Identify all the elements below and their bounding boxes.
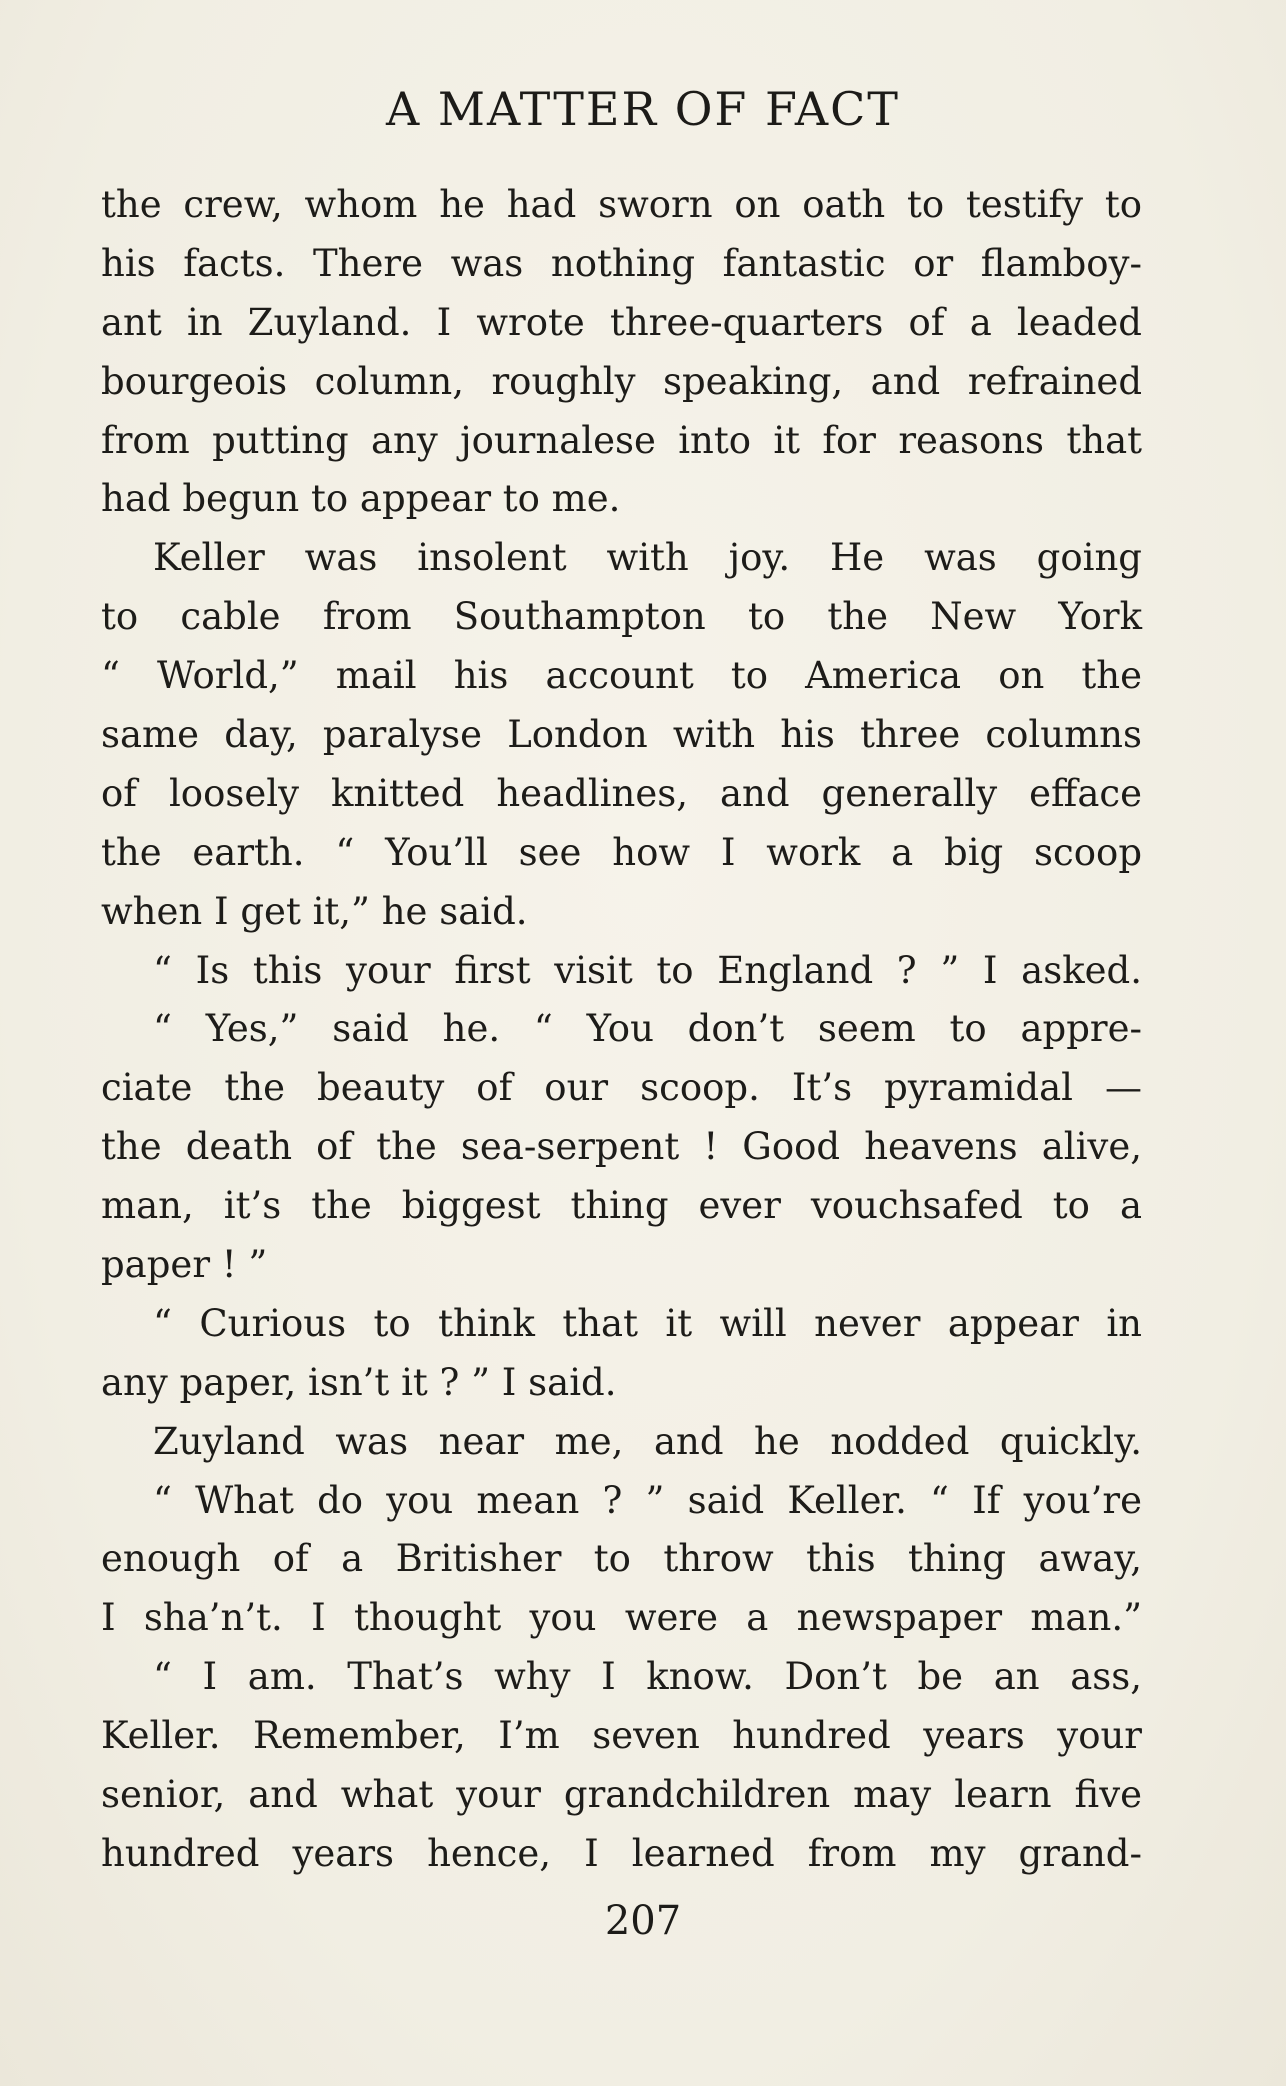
- text-line: “ Curious to think that it will never appear in: [153, 1301, 1142, 1345]
- text-line: “ World,” mail his account to America on the: [101, 654, 1142, 698]
- text-line: the crew, whom he had sworn on oath to testify to: [101, 183, 1142, 226]
- body-text: [101, 176, 1142, 1884]
- running-head: A MATTER OF FACT: [386, 82, 900, 136]
- text-line: Keller. Remember, I’m seven hundred years your: [101, 1714, 1142, 1758]
- text-line: to cable from Southampton to the New York: [101, 595, 1142, 639]
- text-line: his facts. There was nothing fantastic or flamboy-: [101, 241, 1142, 285]
- text-line: I sha’n’t. I thought you were a newspaper man.”: [101, 1596, 1142, 1640]
- text-line: ant in Zuyland. I wrote three-quarters of a leaded: [101, 300, 1142, 344]
- text-line: enough of a Britisher to throw this thing away,: [101, 1537, 1142, 1581]
- text-line: bourgeois column, roughly speaking, and refrained: [101, 359, 1142, 403]
- text-line: same day, paralyse London with his three columns: [101, 713, 1142, 757]
- text-line: any paper, isn’t it ? ” I said.: [101, 1360, 617, 1404]
- text-line: man, it’s the biggest thing ever vouchsafed to a: [101, 1184, 1142, 1228]
- text-line: hundred years hence, I learned from my grand-: [101, 1831, 1142, 1875]
- text-line: paper ! ”: [101, 1243, 268, 1287]
- text-line: Keller was insolent with joy. He was going: [153, 536, 1142, 580]
- text-line: when I get it,” he said.: [101, 889, 528, 933]
- text-line: senior, and what your grandchildren may learn five: [101, 1773, 1142, 1817]
- page-number: 207: [604, 1898, 682, 1944]
- text-line: had begun to appear to me.: [101, 477, 621, 521]
- text-line: the death of the sea-serpent ! Good heavens alive,: [101, 1125, 1142, 1169]
- text-line: “ What do you mean ? ” said Keller. “ If you’re: [153, 1478, 1142, 1522]
- text-line: from putting any journalese into it for reasons that: [101, 418, 1142, 462]
- text-line: the earth. “ You’ll see how I work a big scoop: [101, 830, 1142, 874]
- text-line: “ Is this your first visit to England ? ” I asked.: [153, 948, 1142, 992]
- text-line: “ I am. That’s why I know. Don’t be an ass,: [153, 1655, 1142, 1699]
- text-line: “ Yes,” said he. “ You don’t seem to appre-: [153, 1007, 1142, 1051]
- text-line: Zuyland was near me, and he nodded quickly.: [153, 1419, 1142, 1463]
- text-line: ciate the beauty of our scoop. It’s pyramidal —: [101, 1066, 1142, 1110]
- text-line: of loosely knitted headlines, and generally efface: [101, 771, 1142, 815]
